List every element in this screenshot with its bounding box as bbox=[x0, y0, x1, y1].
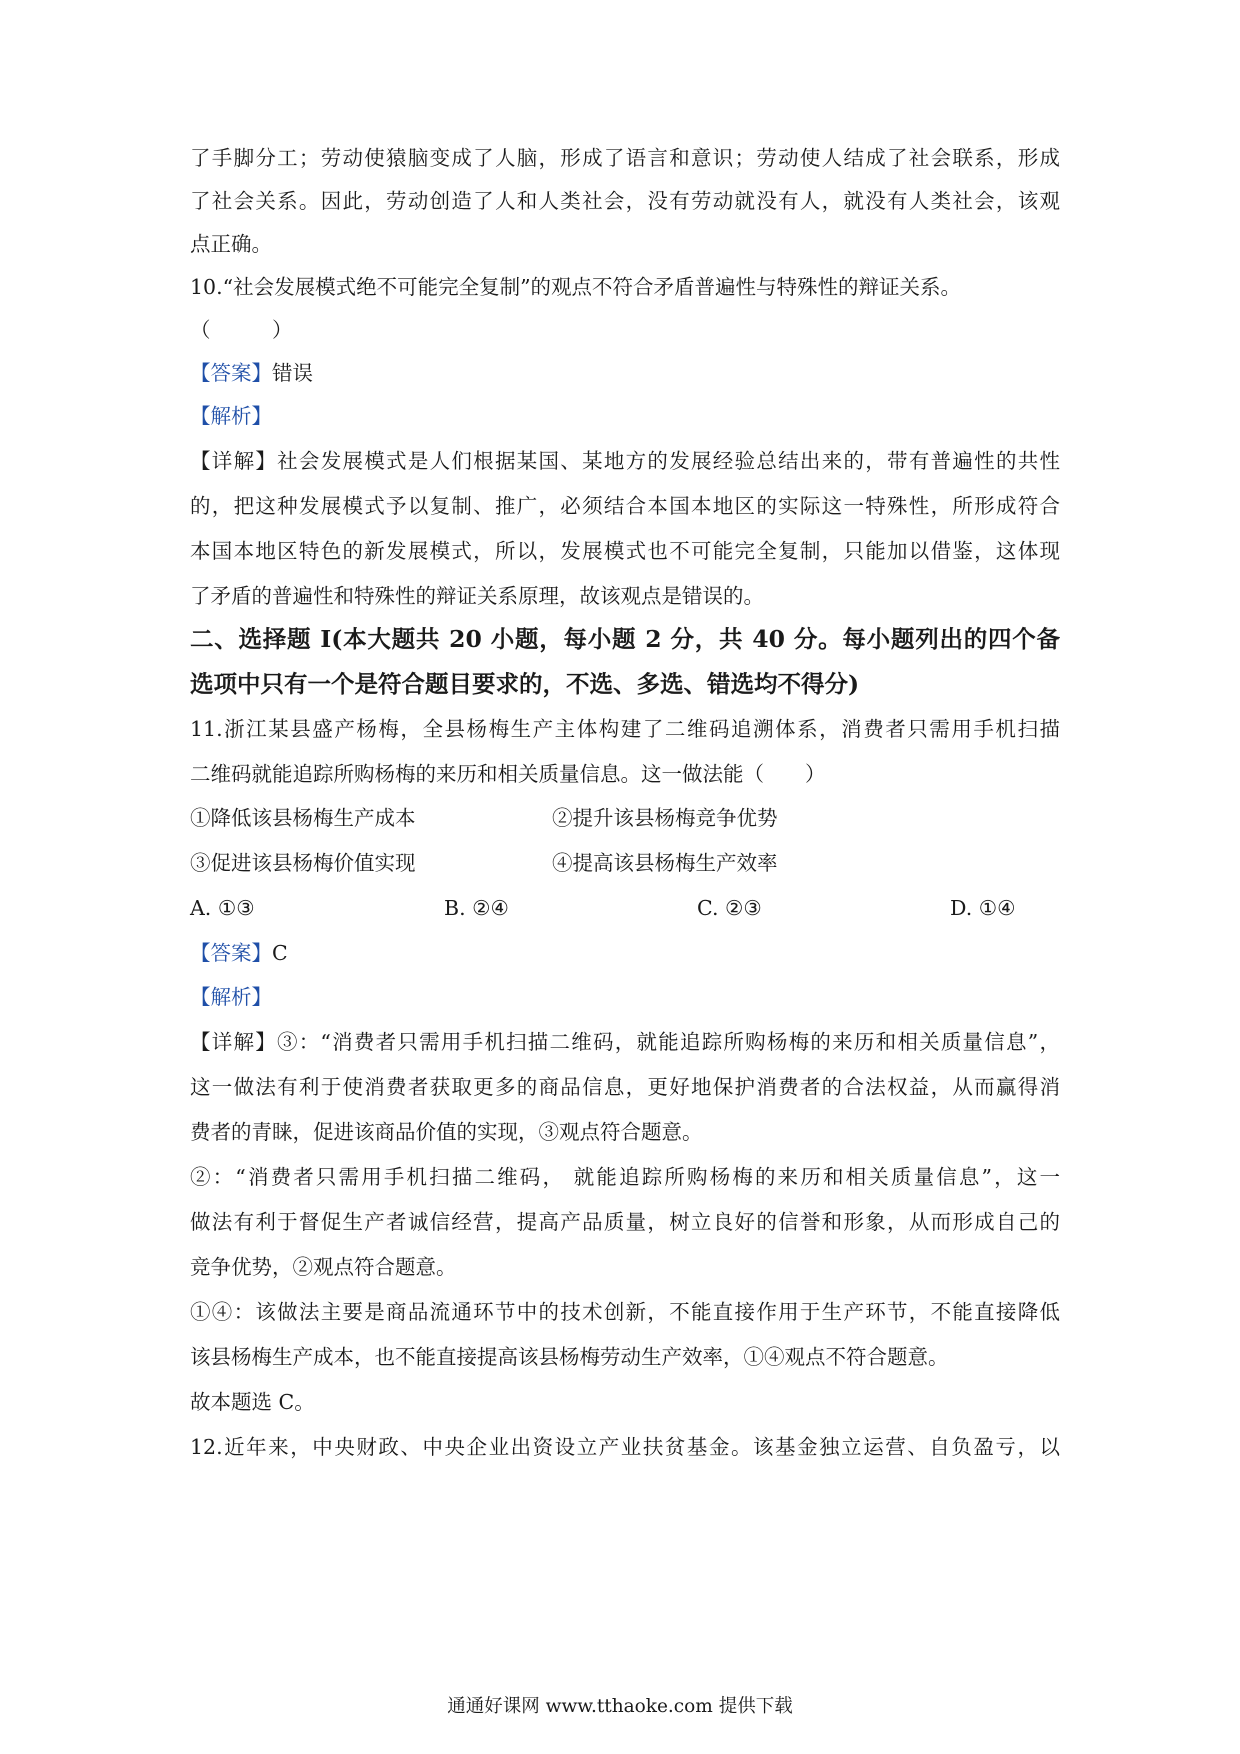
q11-item-3: ③促进该县杨梅价值实现 bbox=[190, 851, 416, 875]
detail-text: 社会发展模式是人们根据某国、某地方的发展经验总结出来的，带有普遍性的共性 bbox=[277, 449, 1061, 473]
detail-tag: 【详解】 bbox=[190, 1030, 277, 1054]
q11-detail-line-2: 这一做法有利于使消费者获取更多的商品信息，更好地保护消费者的合法权益，从而赢得消 bbox=[190, 1075, 1060, 1099]
q11-item-1: ①降低该县杨梅生产成本 bbox=[190, 806, 416, 830]
q11-item-4: ④提高该县杨梅生产效率 bbox=[552, 851, 778, 875]
q11-choice-c: C. ②③ bbox=[697, 896, 762, 920]
q12-stem-line-1: 12.近年来，中央财政、中央企业出资设立产业扶贫基金。该基金独立运营、自负盈亏，以 bbox=[190, 1435, 1060, 1459]
q11-analysis-tag: 【解析】 bbox=[190, 985, 272, 1009]
q11-answer bbox=[190, 938, 1060, 968]
section-heading-line-1: 二、选择题 I(本大题共 20 小题，每小题 2 分，共 40 分。每小题列出的四个备 bbox=[190, 625, 1060, 653]
q11-choice-d: D. ①④ bbox=[950, 896, 1016, 920]
q11-detail-line-8: 该县杨梅生产成本，也不能直接提高该县杨梅劳动生产效率，①④观点不符合题意。 bbox=[190, 1345, 949, 1369]
q10-detail-line-4: 了矛盾的普遍性和特殊性的辩证关系原理，故该观点是错误的。 bbox=[190, 584, 764, 608]
q11-detail-line-1 bbox=[190, 1027, 1060, 1057]
q10-blank: （ ） bbox=[190, 318, 293, 342]
section-heading-line-2: 选项中只有一个是符合题目要求的，不选、多选、错选均不得分) bbox=[190, 670, 860, 698]
answer-tag: 【答案】 bbox=[190, 361, 272, 385]
detail-text: ③：“消费者只需用手机扫描二维码，就能追踪所购杨梅的来历和相关质量信息”， bbox=[276, 1030, 1060, 1054]
q11-detail-line-7: ①④：该做法主要是商品流通环节中的技术创新，不能直接作用于生产环节，不能直接降低 bbox=[190, 1300, 1060, 1324]
answer-value: 错误 bbox=[272, 361, 313, 385]
q11-detail-line-6: 竞争优势，②观点符合题意。 bbox=[190, 1255, 457, 1279]
q11-stem-line-1: 11.浙江某县盛产杨梅，全县杨梅生产主体构建了二维码追溯体系，消费者只需用手机扫描 bbox=[190, 717, 1060, 741]
q11-detail-line-4: ②：“消费者只需用手机扫描二维码， 就能追踪所购杨梅的来历和相关质量信息”，这一 bbox=[190, 1165, 1060, 1189]
intro-line-1: 了手脚分工；劳动使猿脑变成了人脑，形成了语言和意识；劳动使人结成了社会联系，形成 bbox=[190, 146, 1060, 170]
q10-stem: 10.“社会发展模式绝不可能完全复制”的观点不符合矛盾普遍性与特殊性的辩证关系。 bbox=[190, 275, 962, 299]
q11-detail-line-9: 故本题选 C。 bbox=[190, 1390, 315, 1414]
q11-stem-line-2: 二维码就能追踪所购杨梅的来历和相关质量信息。这一做法能（ ） bbox=[190, 762, 826, 786]
q10-analysis-tag: 【解析】 bbox=[190, 404, 272, 428]
q11-item-2: ②提升该县杨梅竞争优势 bbox=[552, 806, 778, 830]
answer-tag: 【答案】 bbox=[190, 941, 272, 965]
q10-answer bbox=[190, 358, 1060, 388]
intro-line-3: 点正确。 bbox=[190, 232, 272, 256]
intro-line-2: 了社会关系。因此，劳动创造了人和人类社会，没有劳动就没有人，就没有人类社会，该观 bbox=[190, 189, 1060, 213]
q11-choice-a: A. ①③ bbox=[190, 896, 255, 920]
q11-detail-line-3: 费者的青睐，促进该商品价值的实现，③观点符合题意。 bbox=[190, 1120, 703, 1144]
detail-tag: 【详解】 bbox=[190, 449, 278, 473]
q10-detail-line-2: 的，把这种发展模式予以复制、推广，必须结合本国本地区的实际这一特殊性，所形成符合 bbox=[190, 494, 1060, 518]
answer-value: C bbox=[272, 941, 288, 965]
q10-detail-line-1 bbox=[190, 446, 1060, 476]
q11-choice-b: B. ②④ bbox=[444, 896, 509, 920]
q10-detail-line-3: 本国本地区特色的新发展模式，所以，发展模式也不可能完全复制，只能加以借鉴，这体现 bbox=[190, 539, 1060, 563]
page-footer: 通通好课网 www.tthaoke.com 提供下载 bbox=[447, 1696, 793, 1717]
q11-detail-line-5: 做法有利于督促生产者诚信经营，提高产品质量，树立良好的信誉和形象，从而形成自己的 bbox=[190, 1210, 1060, 1234]
